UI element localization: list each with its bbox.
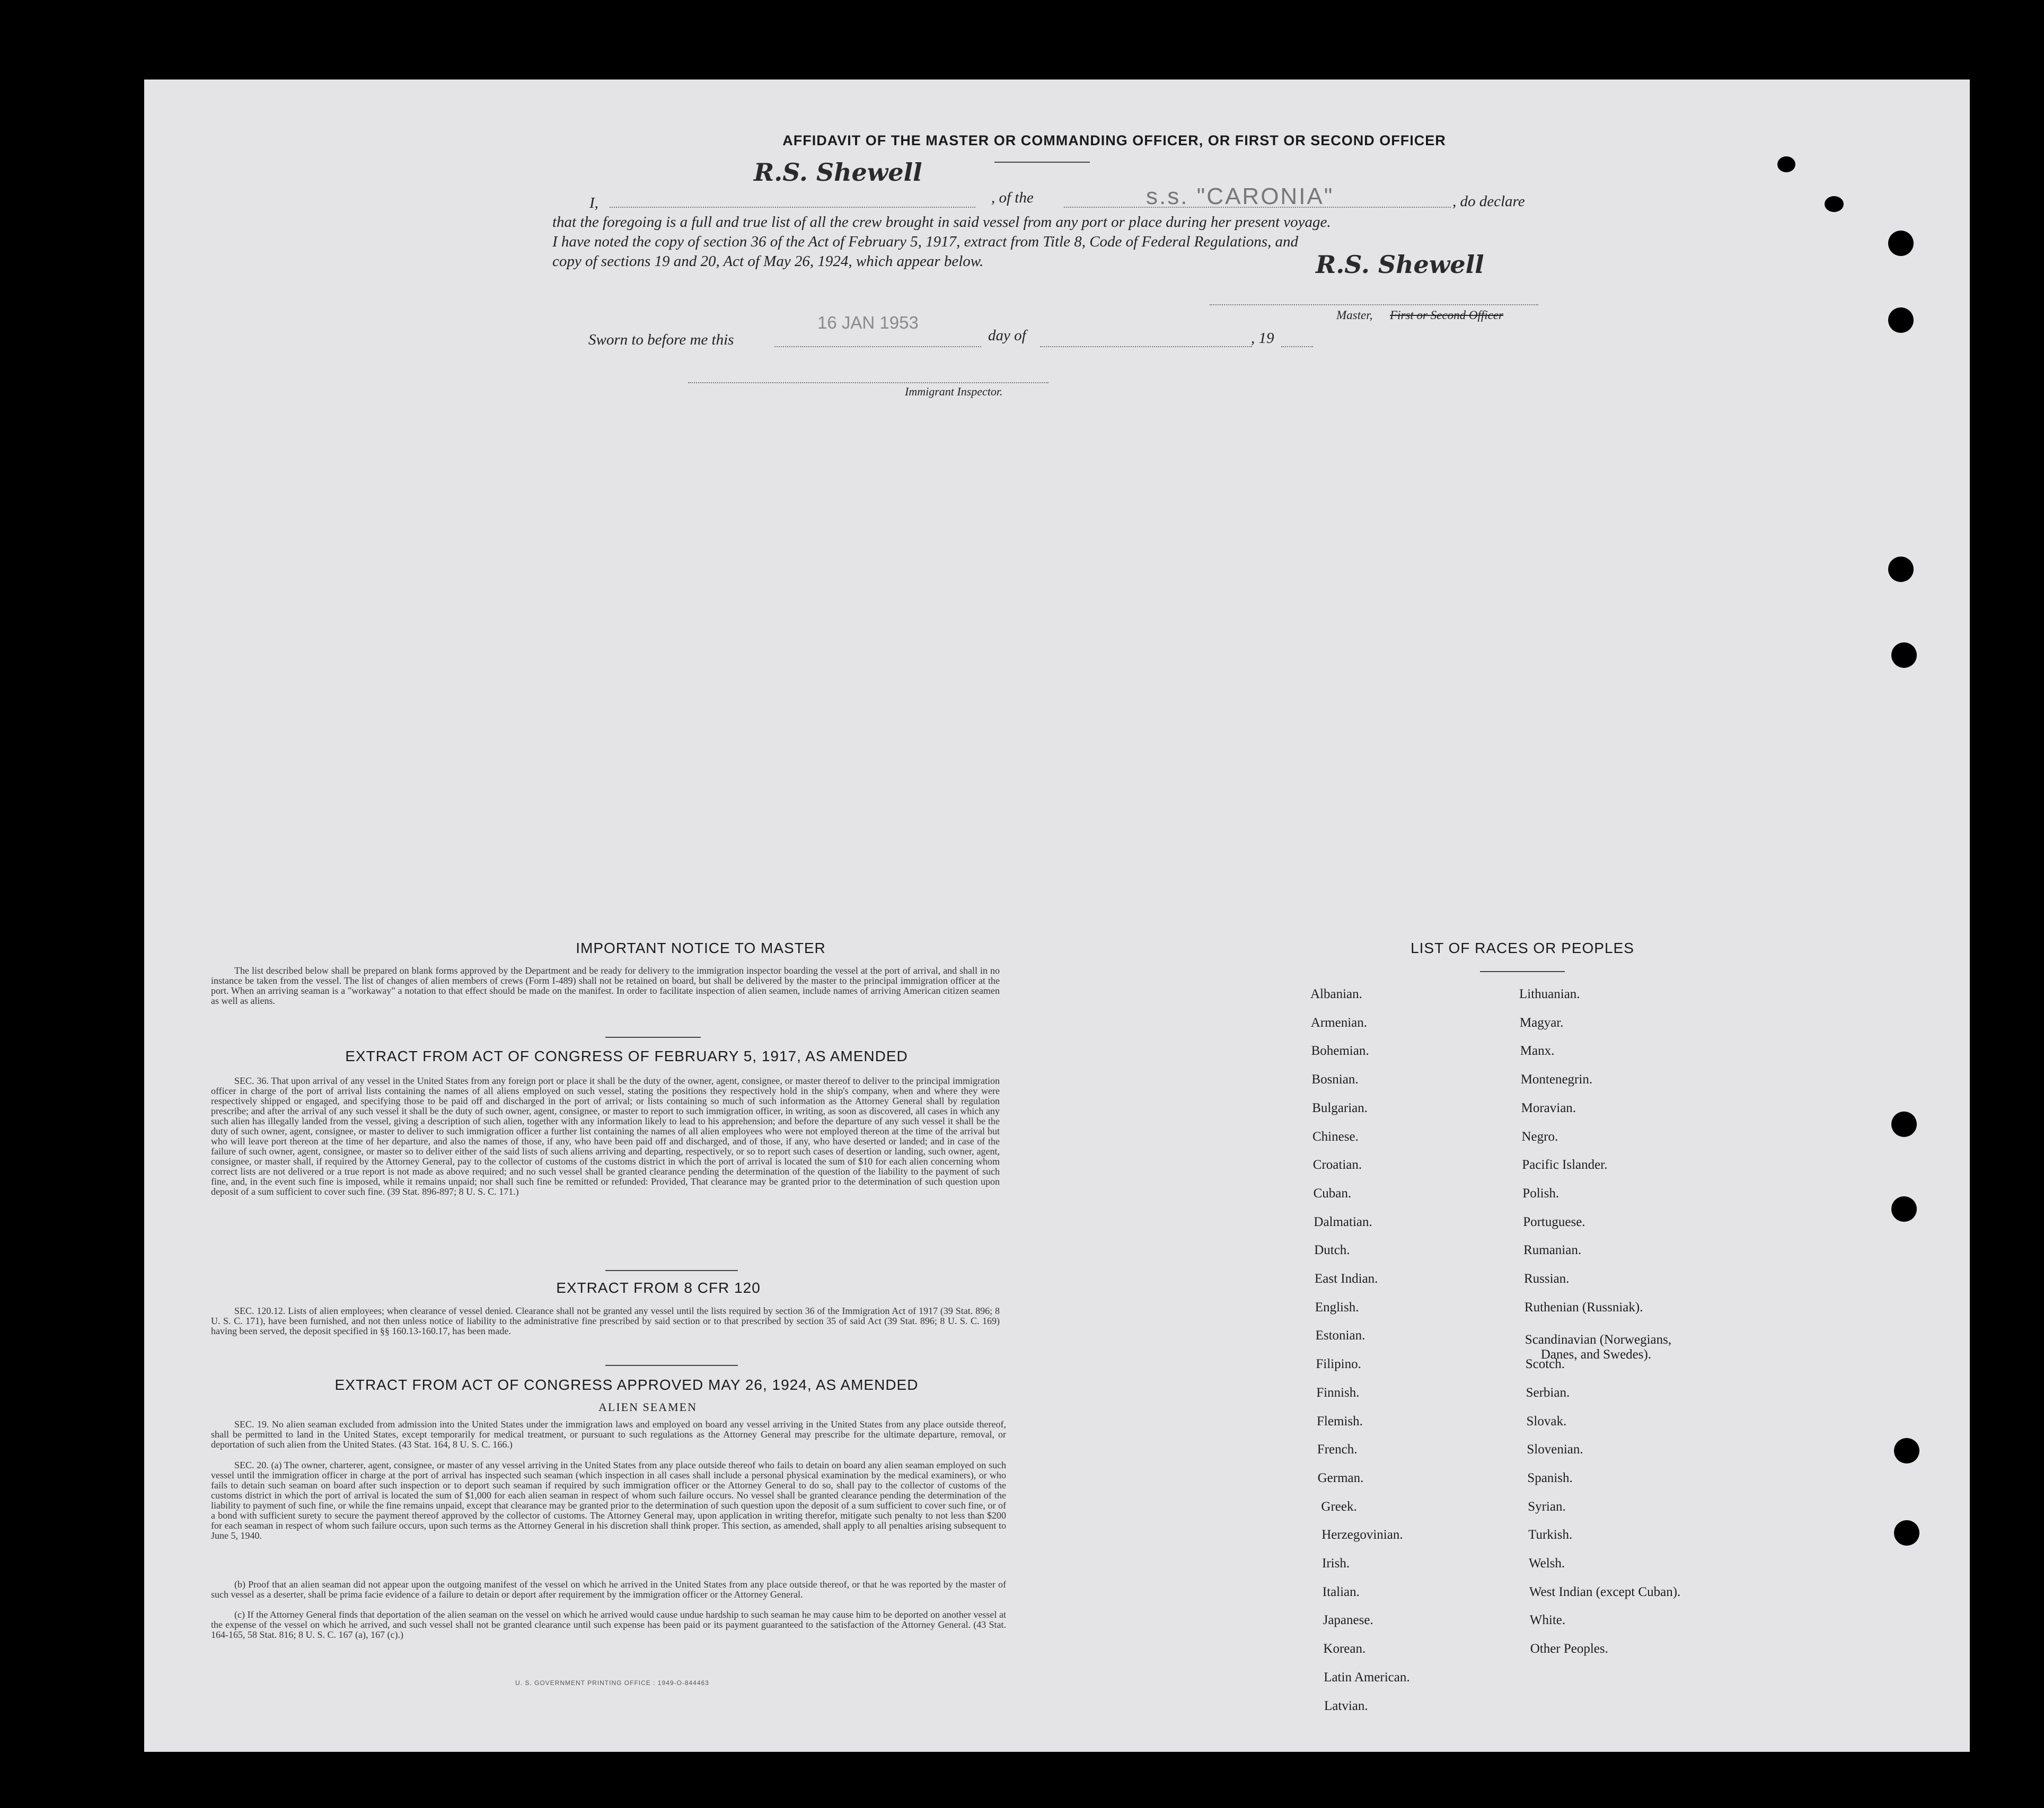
race-item: Welsh. <box>1529 1556 1565 1571</box>
race-item: Dutch. <box>1314 1243 1350 1258</box>
extract-1917-body: SEC. 36. That upon arrival of any vessel in the United States from any foreign port or place it shall be the duty of the owner, agent, consignee, or master thereof to deliver to the principal immigration officer in charge of the port of arrival lists containing the names of all aliens employed on such vessel, stating the positions they respectively hold in the ship's company, when and where they were respectively shipped or engaged, and specifying those to be paid off and discharged in the port of arrival; or lists containing so much of such information as the Attorney General shall by regulation prescribe; and after the arrival of any such vessel it shall be the duty of such owner, agent, consignee, or master to report to such immigration officer, in writing, as soon as discovered, all cases in which any such alien has illegally landed from the vessel, giving a description of such alien, together with any information likely to lead to his apprehension; and before the departure of any such vessel it shall be the duty of such owner, agent, consignee, or master to deliver to such immigration officer a further list containing the names of all alien employees who were not employed thereon at the time of the arrival but who will leave port thereon at the time of her departure, and also the names of those, if any, who have been paid off and discharged, and of those, if any, who have deserted or landed; and in case of the failure of such owner, agent, consignee, or master so to deliver either of the said lists of such aliens arriving and departing, respectively, or so to report such cases of desertion or landing, such owner, agent, consignee, or master shall, if required by the Attorney General, pay to the collector of customs of the customs district in which the port of arrival is located the sum of $10 for each alien concerning whom correct lists are not delivered or a true report is not made as above required; and no such vessel shall be granted clearance pending the determination of the question of the liability to the payment of such fine, and, in the event such fine is imposed, while it remains unpaid; nor shall such fine be remitted or refunded: Provided, That clearance may be granted prior to the determination of such question upon deposit of a sum sufficient to cover such fine. (39 Stat. 896-897; 8 U. S. C. 171.) <box>211 1075 1000 1197</box>
race-item: Bohemian. <box>1311 1044 1369 1059</box>
race-item: Bulgarian. <box>1312 1100 1368 1115</box>
section-rule <box>605 1270 738 1271</box>
race-item: Rumanian. <box>1523 1243 1582 1258</box>
section-rule <box>605 1365 738 1366</box>
day-of-label: day of <box>988 327 1026 344</box>
race-item: Danes, and Swedes). <box>1540 1347 1652 1362</box>
struck-officer-label: First or Second Officer <box>1390 308 1503 322</box>
race-item: Slovenian. <box>1527 1442 1583 1457</box>
inspector-label: Immigrant Inspector. <box>905 385 1003 398</box>
sworn-label: Sworn to before me this <box>588 331 734 348</box>
race-item: Bosnian. <box>1311 1072 1359 1087</box>
affidavit-line4: copy of sections 19 and 20, Act of May 26, 1924, which appear below. <box>552 253 984 270</box>
extract-cfr-body: SEC. 120.12. Lists of alien employees; when clearance of vessel denied. Clearance shall not be granted any vessel until the lists required by section 36 of the Immigration Act of 1917 (39 Stat. 896; 8 U. S. C. 171), have been furnished, and not then unless notice of liability to the administrative fine prescribed by said section or to that prescribed by section 35 of said Act (39 Stat. 896; 8 U. S. C. 169) having been served, the deposit specified in §§ 160.13-160.17, has been made. <box>211 1306 1000 1336</box>
race-item: Armenian. <box>1310 1015 1368 1030</box>
race-item: Russian. <box>1524 1272 1570 1286</box>
extract-1924-subtitle: ALIEN SEAMEN <box>598 1400 697 1414</box>
punch-hole <box>1888 231 1914 256</box>
race-item: Estonian. <box>1315 1328 1365 1343</box>
race-item: Italian. <box>1322 1584 1360 1599</box>
inspector-signature-field[interactable] <box>688 382 1049 383</box>
master-name-signature: R.S. Shewell <box>754 158 922 187</box>
race-item: English. <box>1315 1300 1359 1315</box>
punch-hole <box>1891 1196 1917 1222</box>
master-signature: R.S. Shewell <box>1316 250 1484 279</box>
race-item: Montenegrin. <box>1520 1072 1593 1087</box>
race-item: Scandinavian (Norwegians, <box>1525 1333 1672 1347</box>
race-item: Greek. <box>1321 1499 1357 1514</box>
sworn-date-field[interactable] <box>774 346 981 347</box>
month-field[interactable] <box>1040 346 1252 347</box>
punch-hole <box>1777 156 1795 172</box>
race-item: Syrian. <box>1528 1499 1566 1514</box>
race-item: Latvian. <box>1324 1698 1368 1713</box>
race-item: Moravian. <box>1521 1100 1576 1115</box>
race-item: Finnish. <box>1316 1385 1360 1400</box>
races-title: LIST OF RACES OR PEOPLES <box>1411 940 1634 956</box>
race-item: Polish. <box>1522 1186 1560 1201</box>
extract-cfr-title: EXTRACT FROM 8 CFR 120 <box>556 1280 761 1296</box>
form-page <box>144 80 1970 1752</box>
date-stamp: 16 JAN 1953 <box>817 313 919 332</box>
race-item: West Indian (except Cuban). <box>1529 1584 1681 1599</box>
race-item: Other Peoples. <box>1530 1642 1608 1656</box>
punch-hole <box>1891 1112 1917 1137</box>
race-item: Filipino. <box>1316 1357 1361 1372</box>
affidavit-line3: I have noted the copy of section 36 of the Act of February 5, 1917, extract from Title 8, Code of Federal Regulations, and <box>552 233 1299 250</box>
vessel-name: s.s. "CARONIA" <box>1146 183 1334 209</box>
punch-hole <box>1888 307 1914 333</box>
race-item: Scotch. <box>1525 1357 1565 1372</box>
race-item: Croatian. <box>1312 1158 1362 1172</box>
race-item: Manx. <box>1520 1044 1555 1059</box>
punch-hole <box>1825 196 1844 212</box>
race-item: Slovak. <box>1526 1414 1567 1428</box>
extract-1924-title: EXTRACT FROM ACT OF CONGRESS APPROVED MAY 26, 1924, AS AMENDED <box>334 1377 919 1393</box>
master-signature-field[interactable] <box>1210 304 1538 305</box>
do-declare-label: , do declare <box>1452 193 1525 210</box>
race-item: Lithuanian. <box>1519 987 1580 1001</box>
race-item: Pacific Islander. <box>1522 1158 1608 1172</box>
affidavit-line2: that the foregoing is a full and true list of all the crew brought in said vessel from any port or place during her present voyage. <box>552 214 1331 231</box>
title-rule <box>994 162 1090 163</box>
race-item: Flemish. <box>1317 1414 1363 1428</box>
punch-hole <box>1894 1438 1919 1463</box>
notice-body: The list described below shall be prepared on blank forms approved by the Department and be ready for delivery to the immigration inspector boarding the vessel at the port of arrival, and shall in no instance be taken from the vessel. The list of changes of alien members of crews (Form I-489) shall not be retained on board, but shall be delivered by the master to the principal immigration officer at the port. When an arriving seaman is a "workaway" a notation to that effect should be made on the manifest. In order to facilitate inspection of alien seamen, include names of arriving American citizen seamen as well as aliens. <box>211 965 1000 1006</box>
of-the-label: , of the <box>991 189 1034 206</box>
punch-hole <box>1891 642 1917 668</box>
race-item: Chinese. <box>1312 1129 1359 1144</box>
race-item: East Indian. <box>1315 1272 1378 1286</box>
race-item: German. <box>1317 1470 1364 1485</box>
race-item: Spanish. <box>1527 1470 1573 1485</box>
race-item: Ruthenian (Russniak). <box>1524 1300 1643 1315</box>
race-item: White. <box>1529 1613 1566 1628</box>
i-label: I, <box>589 195 598 211</box>
section-rule <box>605 1037 701 1038</box>
race-item: Serbian. <box>1526 1385 1570 1400</box>
extract-1924-body-sec19: SEC. 19. No alien seaman excluded from admission into the United States under the immigration laws and employed on board any vessel arriving in the United States from any place outside thereof, shall be permitted to land in the United States, except temporarily for medical treatment, or pursuant to such regulations as the Attorney General may prescribe for the ultimate departure, removal, or deportation of such alien from the United States. (43 Stat. 164, 8 U. S. C. 166.) <box>211 1419 1006 1450</box>
extract-1924-body-sec20c: (c) If the Attorney General finds that deportation of the alien seaman on the vessel on which he arrived would cause undue hardship to such seaman he may cause him to be deported on another vessel at the expense of the vessel on which he arrived, and such vessel shall not be granted clearance until such expense has been paid or its payment guaranteed to the satisfaction of the Attorney General. (43 Stat. 164-165, 58 Stat. 816; 8 U. S. C. 167 (a), 167 (c).) <box>211 1609 1006 1640</box>
race-item: Portuguese. <box>1523 1214 1585 1229</box>
race-item: Herzegovinian. <box>1321 1528 1403 1542</box>
race-item: Japanese. <box>1323 1613 1373 1628</box>
year-field[interactable] <box>1281 346 1313 347</box>
race-item: Magyar. <box>1519 1015 1564 1030</box>
race-item: Albanian. <box>1310 987 1362 1001</box>
extract-1924-body-sec20b: (b) Proof that an alien seaman did not appear upon the outgoing manifest of the vessel on which he arrived in the United States from any place outside thereof, or that he was reported by the master of such vessel as a deserter, shall be prima facie evidence of a failure to detain or deport after requirement by the immigration officer or the Attorney General. <box>211 1579 1006 1600</box>
master-name-field[interactable] <box>610 207 975 208</box>
printer-imprint: U. S. GOVERNMENT PRINTING OFFICE : 1949-O-844463 <box>515 1679 709 1687</box>
race-item: French. <box>1317 1442 1358 1457</box>
races-title-rule <box>1480 971 1565 972</box>
affidavit-title: AFFIDAVIT OF THE MASTER OR COMMANDING OFFICER, OR FIRST OR SECOND OFFICER <box>782 133 1446 148</box>
race-item: Irish. <box>1322 1556 1350 1571</box>
race-item: Cuban. <box>1313 1186 1352 1201</box>
year-label: , 19 <box>1251 330 1274 347</box>
punch-hole <box>1888 557 1914 582</box>
extract-1924-body-sec20a: SEC. 20. (a) The owner, charterer, agent, consignee, or master of any vessel arriving in the United States from any place outside thereof who fails to detain on board any alien seaman employed on such vessel until the immigration officer in charge at the port of arrival has inspected such seaman (which inspection in all cases shall include a personal physical examination by the medical examiners), or who fails to detain such seaman on board after such inspection or to deport such seaman if required by such immigration officer or the Attorney General to do so, shall pay to the collector of customs of the customs district in which the port of arrival is located the sum of $1,000 for each alien seaman in respect of whom such failure occurs. No vessel shall be granted clearance pending the determination of the liability to payment of such fine, or while the fine remains unpaid, except that clearance may be granted prior to the determination of such question upon the deposit of a sum sufficient to cover such fine, or of a bond with sufficient surety to secure the payment thereof approved by the collector of customs. The Attorney General may, upon application in writing therefor, mitigate such penalty to not less than $200 for each seaman in respect of whom such failure occurs, upon such terms as the Attorney General in his discretion shall think proper. This section, as amended, shall apply to all penalties arising subsequent to June 5, 1940. <box>211 1460 1006 1541</box>
race-item: Latin American. <box>1324 1670 1410 1684</box>
punch-hole <box>1894 1520 1919 1546</box>
extract-1917-title: EXTRACT FROM ACT OF CONGRESS OF FEBRUARY 5, 1917, AS AMENDED <box>345 1048 908 1064</box>
race-item: Negro. <box>1521 1129 1558 1144</box>
race-item: Dalmatian. <box>1314 1214 1372 1229</box>
race-item: Turkish. <box>1528 1528 1573 1542</box>
notice-title: IMPORTANT NOTICE TO MASTER <box>576 940 826 956</box>
master-label: Master, <box>1336 308 1373 322</box>
race-item: Korean. <box>1323 1642 1366 1656</box>
